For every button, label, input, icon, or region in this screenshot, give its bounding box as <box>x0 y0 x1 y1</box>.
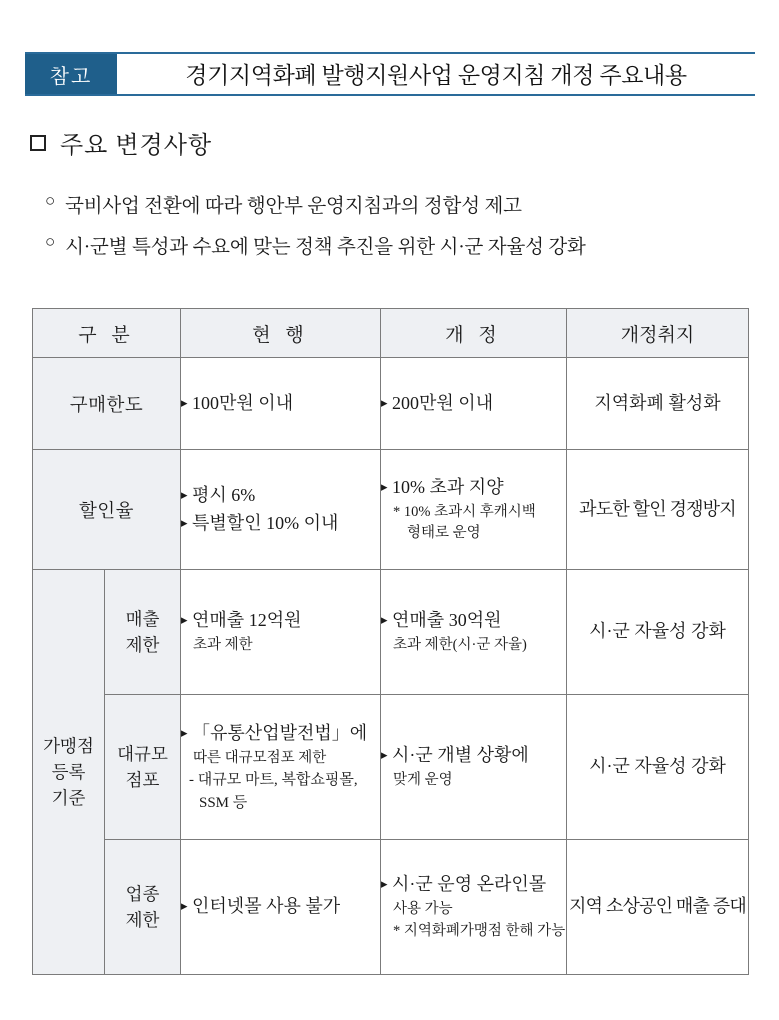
cell-text: 200만원 이내 <box>392 392 494 413</box>
list-item <box>45 231 755 259</box>
row-reason-purchase-limit: 지역화폐 활성화 <box>567 358 749 450</box>
list-item <box>45 190 755 218</box>
cell-text: 연매출 30억원 <box>392 610 502 631</box>
cell-text: 평시 6% <box>192 484 256 505</box>
group-label-line: 기준 <box>51 788 86 809</box>
table-row <box>33 570 749 695</box>
row-sublabel-industry-limit <box>105 840 181 975</box>
row-label-discount-rate: 할인율 <box>33 450 181 570</box>
sublabel-line: 업종 <box>125 883 160 904</box>
cell-text: 사용 가능 <box>393 901 453 918</box>
cell-text: 초과 제한(시·군 자율) <box>393 637 527 654</box>
cell-note: 형태로 운영 <box>407 525 481 542</box>
bullet-text: 국비사업 전환에 따라 행안부 운영지침과의 정합성 제고 <box>65 196 522 217</box>
row-current-discount-rate: ▸ 평시 6% ▸ 특별할인 10% 이내 <box>181 450 381 570</box>
comparison-table <box>32 308 749 975</box>
circle-bullet-icon: ○ <box>45 191 56 210</box>
row-revised-large-store: ▸ 시·군 개별 상황에 맞게 운영 <box>381 695 567 840</box>
row-current-sales-limit: ▸ 연매출 12억원 초과 제한 <box>181 570 381 695</box>
cell-text: 맞게 운영 <box>393 772 453 789</box>
row-reason-large-store: 시·군 자율성 강화 <box>567 695 749 840</box>
reference-banner <box>25 52 755 96</box>
row-revised-sales-limit: ▸ 연매출 30억원 초과 제한(시·군 자율) <box>381 570 567 695</box>
row-revised-industry-limit: ▸ 시·군 운영 온라인몰 사용 가능 * 지역화폐가맹점 한해 가능 <box>381 840 567 975</box>
bullet-list <box>45 190 755 272</box>
row-reason-industry-limit: 지역 소상공인 매출 증대 <box>567 840 749 975</box>
table-header-row <box>33 309 749 358</box>
table-row <box>33 450 749 570</box>
square-bullet-icon <box>30 135 46 151</box>
cell-text: 연매출 12억원 <box>192 610 302 631</box>
row-revised-discount-rate: ▸ 10% 초과 지양 * 10% 초과시 후캐시백 형태로 운영 <box>381 450 567 570</box>
cell-text: 100만원 이내 <box>192 392 294 413</box>
table-row <box>33 840 749 975</box>
cell-note: - 대규모 마트, 복합쇼핑몰, <box>189 772 358 789</box>
group-label-line: 등록 <box>51 761 86 782</box>
comparison-table-wrapper <box>32 308 748 975</box>
row-current-large-store: ▸ 「유통산업발전법」에 따른 대규모점포 제한 - 대규모 마트, 복합쇼핑몰, SSM 등 <box>181 695 381 840</box>
cell-note: * 지역화폐가맹점 한해 가능 <box>393 922 566 939</box>
group-label-line: 가맹점 <box>43 735 94 756</box>
cell-text: 「유통산업발전법」에 <box>192 722 368 743</box>
bullet-text: 시·군별 특성과 수요에 맞는 정책 추진을 위한 시·군 자율성 강화 <box>65 237 586 258</box>
row-sublabel-large-store <box>105 695 181 840</box>
row-reason-discount-rate: 과도한 할인 경쟁방지 <box>567 450 749 570</box>
cell-text: 특별할인 10% 이내 <box>192 512 339 533</box>
sublabel-line: 제한 <box>125 635 160 655</box>
sublabel-line: 매출 <box>125 608 160 629</box>
row-label-merchant-criteria <box>33 570 105 975</box>
cell-note: * 10% 초과시 후캐시백 <box>393 503 536 520</box>
table-row <box>33 695 749 840</box>
table-header-cell-0: 구 분 <box>33 309 181 358</box>
cell-text: 시·군 운영 온라인몰 <box>392 874 547 895</box>
row-current-purchase-limit: ▸ 100만원 이내 <box>181 358 381 450</box>
row-reason-sales-limit: 시·군 자율성 강화 <box>567 570 749 695</box>
cell-note: SSM 등 <box>199 794 248 811</box>
section-heading-text: 주요 변경사항 <box>60 133 213 159</box>
sublabel-line: 점포 <box>125 770 160 790</box>
row-current-industry-limit: ▸ 인터넷몰 사용 불가 <box>181 840 381 975</box>
row-label-purchase-limit: 구매한도 <box>33 358 181 450</box>
table-row <box>33 358 749 450</box>
cell-text: 시·군 개별 상황에 <box>392 745 529 766</box>
cell-text: 10% 초과 지양 <box>392 476 504 497</box>
sublabel-line: 대규모 <box>117 743 168 764</box>
table-header-cell-3: 개정취지 <box>567 309 749 358</box>
banner-tag-label: 참고 <box>25 54 117 94</box>
row-sublabel-sales-limit <box>105 570 181 695</box>
cell-text: 인터넷몰 사용 불가 <box>192 896 341 917</box>
table-header-cell-1: 현 행 <box>181 309 381 358</box>
cell-text: 따른 대규모점포 제한 <box>193 749 327 766</box>
table-header-cell-2: 개 정 <box>381 309 567 358</box>
banner-title: 경기지역화폐 발행지원사업 운영지침 개정 주요내용 <box>185 62 687 88</box>
circle-bullet-icon: ○ <box>45 232 56 251</box>
cell-text: 초과 제한 <box>193 637 253 654</box>
row-revised-purchase-limit: ▸ 200만원 이내 <box>381 358 567 450</box>
sublabel-line: 제한 <box>125 910 160 930</box>
section-heading <box>30 125 212 160</box>
